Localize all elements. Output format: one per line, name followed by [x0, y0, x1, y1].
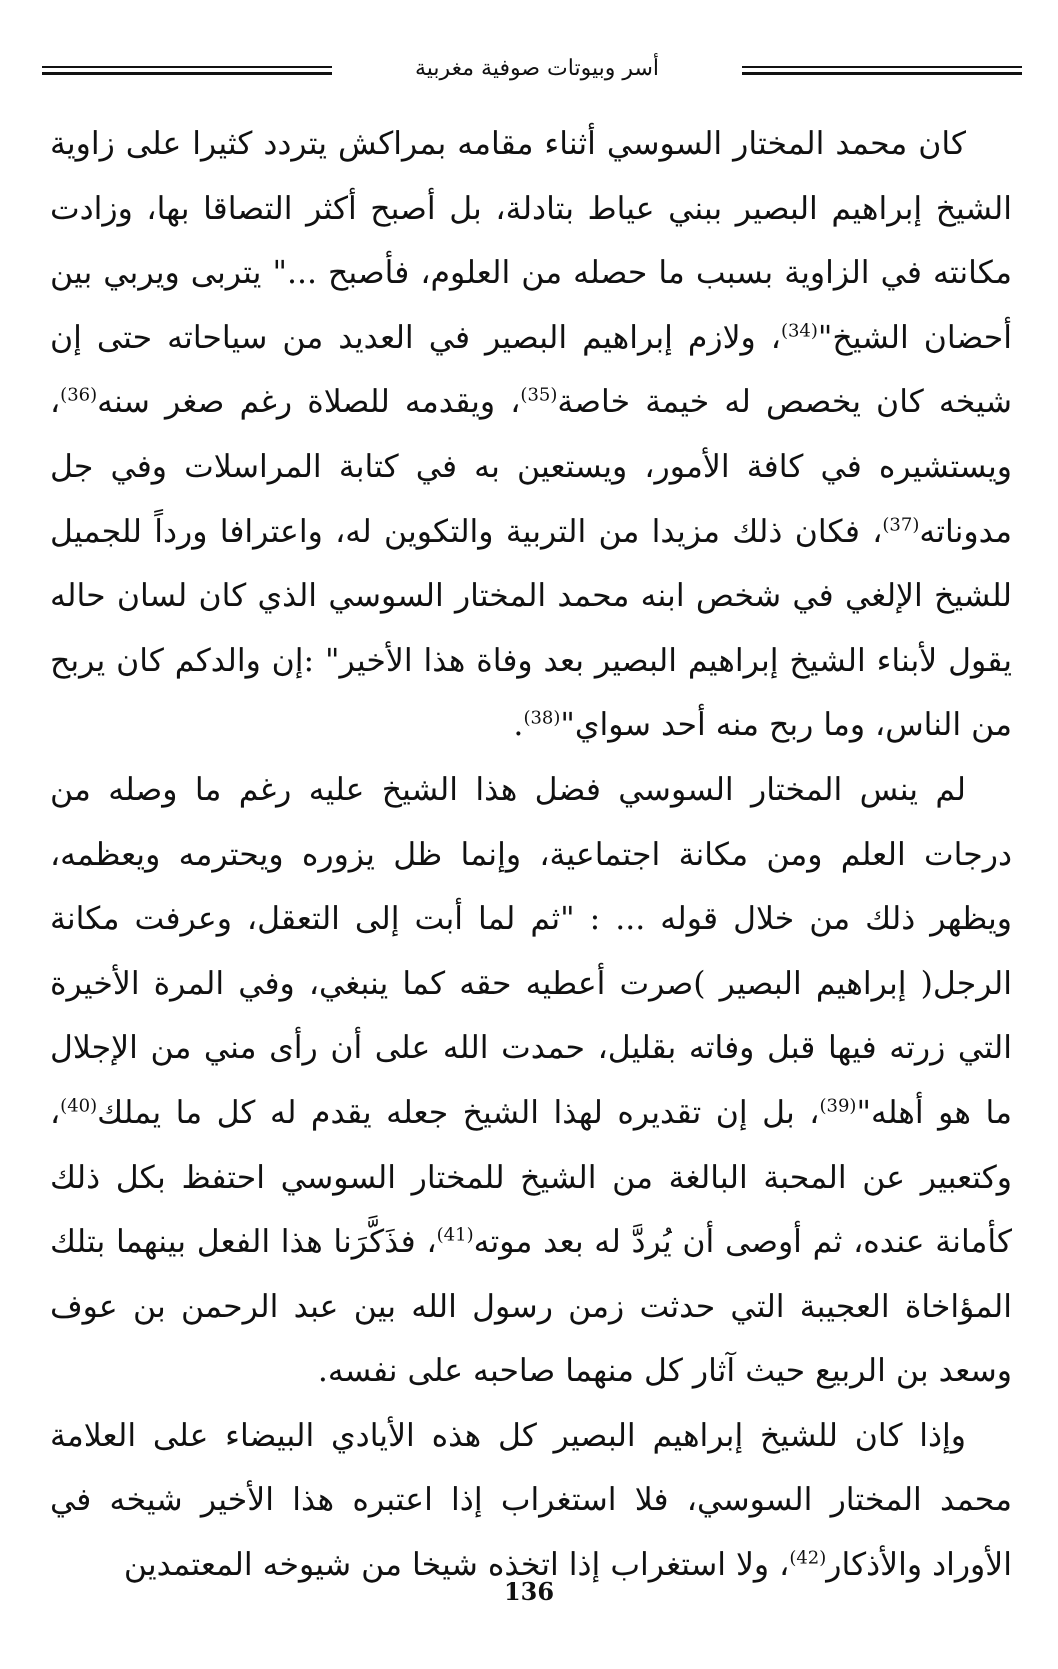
text-run: كان محمد المختار السوسي أثناء مقامه بمراكش يتردد كثيرا على زاوية الشيخ إبراهيم البصير ببني عياط بتادلة، بل أصبح أكثر التصاقا بها، وزادت مكانته في الزاوية بسبب ما حصله من العلوم، فأصبح ..." يتربى ويربي بين أحضان الشيخ": [50, 126, 1012, 356]
page-number: 136: [503, 1577, 555, 1606]
paragraph: [50, 758, 1012, 1404]
footnote-ref: (36): [60, 384, 98, 406]
text-run: .: [513, 707, 524, 744]
footnote-ref: (42): [789, 1547, 827, 1569]
running-header: [42, 52, 1022, 92]
text-run: ، ولا استغراب إذا اتخذه شيخا من شيوخه المعتمدين: [123, 1547, 790, 1584]
text-run: ، ولازم إبراهيم البصير في العديد من سياحاته حتى إن شيخه كان يخصص له خيمة خاصة: [50, 319, 1013, 421]
text-run: ، فذَكَّرَنا هذا الفعل بينهما بتلك المؤاخاة العجيبة التي حدثت زمن رسول الله بين عبد الرحمن بن عوف وسعد بن الربيع حيث آثار كل منهما صاحبه على نفسه.: [50, 1224, 1012, 1390]
footnote-ref: (41): [436, 1224, 474, 1246]
footnote-ref: (38): [523, 707, 561, 729]
footnote-ref: (34): [780, 320, 818, 342]
text-run: ، فكان ذلك مزيدا من التربية والتكوين له، واعترافا ورداً للجميل للشيخ الإلغي في شخص ابنه محمد المختار السوسي الذي كان لسان حاله يقول لأبناء الشيخ إبراهيم البصير بعد وفاة هذا الأخير" :إن والدكم كان يربح من الناس، وما ربح منه أحد سواي": [50, 513, 1012, 744]
text-run: ، ويستشيره في كافة الأمور، ويستعين به في كتابة المراسلات وفي جل مدوناته: [50, 384, 1012, 550]
text-run: ، وكتعبير عن المحبة البالغة من الشيخ للمختار السوسي احتفظ بكل ذلك كأمانة عنده، ثم أوصى أن يُردَّ له بعد موته: [50, 1094, 1013, 1261]
footnote-ref: (40): [60, 1095, 98, 1117]
body-text: [50, 112, 1012, 1598]
text-run: ، بل إن تقديره لهذا الشيخ جعله يقدم له كل ما يملك: [97, 1094, 820, 1131]
footnote-ref: (39): [819, 1095, 857, 1117]
paragraph: [50, 1404, 1012, 1598]
text-run: وإذا كان للشيخ إبراهيم البصير كل هذه الأيادي البيضاء على العلامة محمد المختار السوسي، فلا استغراب إذا اعتبره هذا الأخير شيخه في الأوراد والأذكار: [50, 1417, 1012, 1584]
header-rule-right: [742, 66, 1022, 76]
running-title: أسر وبيوتات صوفية مغربية: [414, 56, 660, 81]
paragraph: [50, 112, 1012, 758]
header-rule-left: [42, 66, 332, 76]
footnote-ref: (37): [882, 514, 920, 536]
text-run: لم ينس المختار السوسي فضل هذا الشيخ عليه رغم ما وصله من درجات العلم ومن مكانة اجتماعية، وإنما ظل يزوره ويحترمه ويعظمه، ويظهر ذلك من خلال قوله ... : "ثم لما أبت إلى التعقل، وعرفت مكانة الرجل( إبراهيم البصير )صرت أعطيه حقه كما ينبغي، وفي المرة الأخيرة التي زرته فيها قبل وفاته بقليل، حمدت الله على أن رأى مني من الإجلال ما هو أهله": [50, 771, 1012, 1131]
text-run: ، ويقدمه للصلاة رغم صغر سنه: [97, 384, 521, 421]
footnote-ref: (35): [520, 384, 558, 406]
